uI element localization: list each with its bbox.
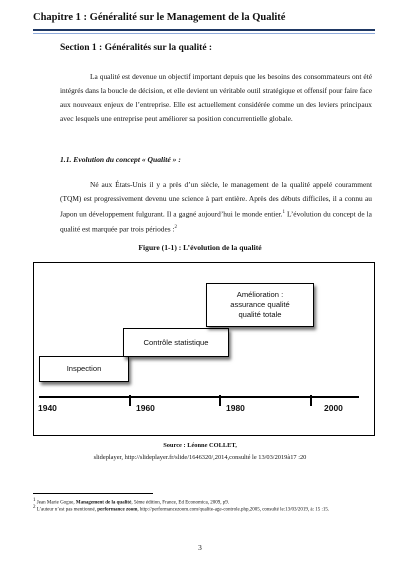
footnote-number: 2	[33, 505, 36, 510]
timeline-tick	[129, 395, 131, 406]
figure-source	[0, 440, 400, 464]
chapter-divider-light	[33, 33, 375, 34]
step-inspection	[39, 356, 129, 382]
section-title: Section 1 : Généralités sur la qualité :	[60, 43, 213, 53]
timeline-tick	[310, 395, 312, 406]
step-inspection-label: Inspection	[66, 364, 102, 373]
year-1980: 1980	[226, 403, 245, 413]
evolution-text-part1: Né aux États-Unis il y a près d’un siècle, le management de la qualité appelé couramment (TQM) est progressivement devenu une science à part entière. Après des débuts difficiles, il a connu au Japon un développement fulgurant. Il a gagné aujourd’hui le monde entier.	[60, 180, 372, 219]
figure-caption: Figure (1-1) : L’évolution de la qualité	[138, 243, 262, 252]
chapter-divider	[33, 29, 375, 31]
step-statistical-control	[123, 328, 229, 357]
chapter-title: Chapitre 1 : Généralité sur le Management de la Qualité	[33, 12, 286, 23]
step-improvement-line1: Amélioration :	[236, 290, 284, 299]
step-improvement-line3: qualité totale	[238, 310, 282, 319]
footnote-text: Jean Marie Gogue,	[36, 500, 76, 506]
evolution-text-part2: L’évolution du concept de la qualité est marquée par trois périodes :	[60, 209, 372, 234]
year-1960: 1960	[136, 403, 155, 413]
page-number: 3	[198, 543, 202, 552]
footnote-ref-2[interactable]: 2	[174, 225, 178, 231]
intro-paragraph: La qualité est devenue un objectif important depuis que les besoins des consommateurs ont été intégrés dans la boucle de décision, et elle devient un véritable outil stratégique et offensif pour faire face aux nouveaux enjeux de l’entreprise. Elle est actuellement considérée comme un des leviers principaux avec lesquels une entreprise peut améliorer sa position concurrentielle globale.	[60, 72, 372, 123]
footnote-link[interactable]: , http://performancezoom.com/qualite-age-controle.php,2005, consulté le:13/03/2019, à: 15 :15.	[137, 507, 330, 513]
source-author: Source : Léonne COLLET,	[163, 442, 237, 449]
year-2000: 2000	[324, 403, 343, 413]
footnote-title: Management de la qualité	[75, 500, 132, 506]
footnote-divider	[33, 493, 153, 494]
footnote-text: , 5ème édition, France, Ed Economica, 2009, p9.	[131, 500, 229, 506]
footnote-ref-1[interactable]: 1	[282, 210, 285, 215]
timeline-tick	[219, 395, 221, 406]
footnote-number: 1	[33, 498, 36, 503]
year-1940: 1940	[38, 403, 57, 413]
subsection-title: 1.1. Evolution du concept « Qualité » :	[60, 155, 181, 164]
step-improvement-line2: assurance qualité	[230, 300, 290, 309]
step-statistical-control-label: Contrôle statistique	[143, 337, 209, 347]
step-improvement	[206, 283, 314, 327]
evolution-paragraph	[60, 178, 372, 237]
footnote-2	[33, 504, 373, 514]
footnote-text: L’auteur n’est pas mentionné,	[36, 507, 98, 513]
footnote-title: performance zoom	[97, 507, 138, 513]
quality-evolution-figure	[33, 262, 375, 436]
source-link[interactable]: slideplayer, http://slideplayer.fr/slide/1646320/,2014,consulté le 13/03/2019à17 :20	[93, 454, 307, 461]
